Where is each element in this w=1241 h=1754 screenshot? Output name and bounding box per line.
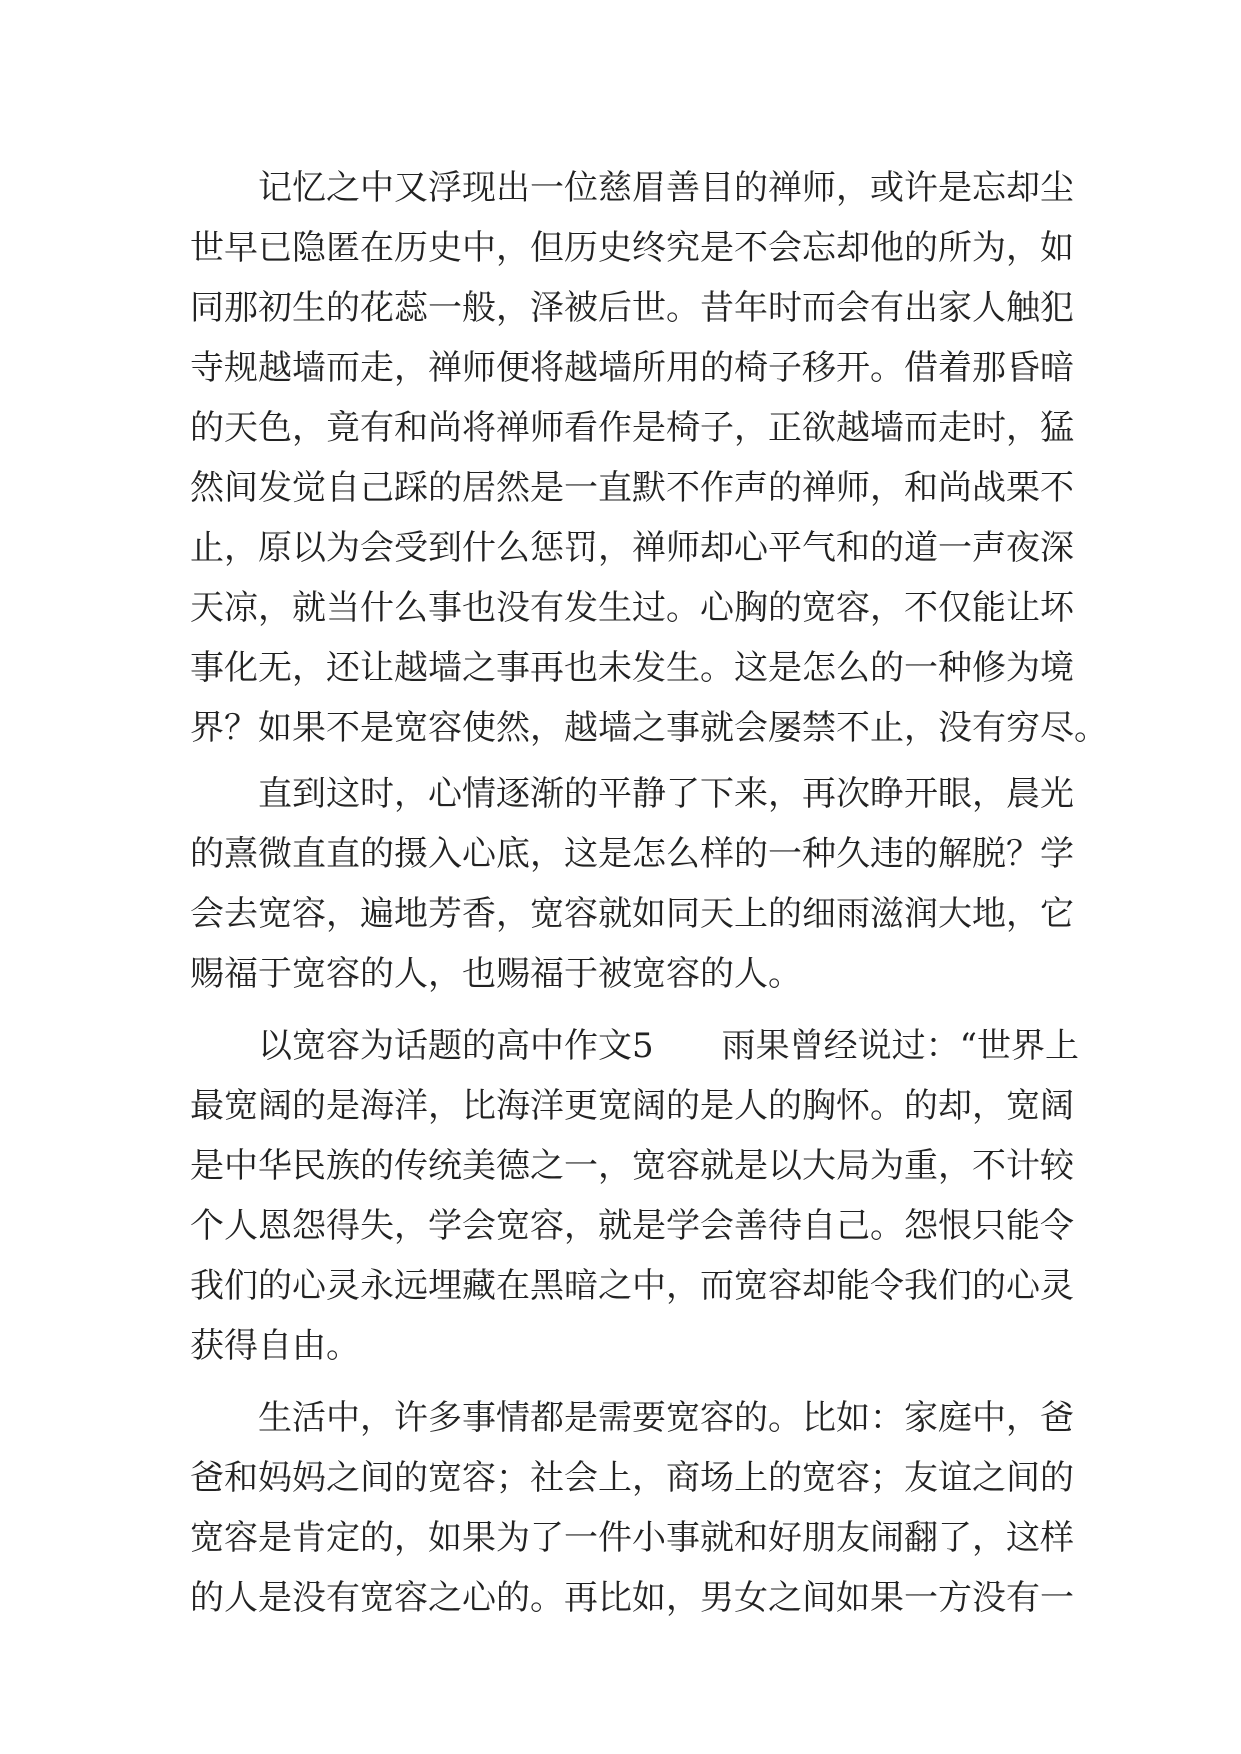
text-line: 的天色，竟有和尚将禅师看作是椅子，正欲越墙而走时，猛	[190, 408, 1074, 448]
text-line: 同那初生的花蕊一般，泽被后世。昔年时而会有出家人触犯	[190, 288, 1074, 328]
paragraph	[190, 764, 1074, 1004]
document-body	[190, 158, 1108, 1628]
text-line: 获得自由。	[190, 1326, 360, 1366]
text-line: 赐福于宽容的人，也赐福于被宽容的人。	[190, 954, 802, 994]
text-line: 事化无，还让越墙之事再也未发生。这是怎么的一种修为境	[190, 648, 1074, 688]
text-line: 的熹微直直的摄入心底，这是怎么样的一种久违的解脱？学	[190, 834, 1074, 874]
text-line: 止，原以为会受到什么惩罚，禅师却心平气和的道一声夜深	[190, 528, 1074, 568]
text-line: 的人是没有宽容之心的。再比如，男女之间如果一方没有一	[190, 1578, 1074, 1618]
text-line: 最宽阔的是海洋，比海洋更宽阔的是人的胸怀。的却，宽阔	[190, 1086, 1074, 1126]
text-line: 会去宽容，遍地芳香，宽容就如同天上的细雨滋润大地，它	[190, 894, 1074, 934]
text-line: 界？如果不是宽容使然，越墙之事就会屡禁不止，没有穷尽。	[190, 708, 1108, 748]
text-line: 以宽容为话题的高中作文5 雨果曾经说过：“世界上	[258, 1026, 1080, 1066]
text-line: 记忆之中又浮现出一位慈眉善目的禅师，或许是忘却尘	[258, 168, 1074, 208]
paragraph	[190, 1016, 1080, 1376]
text-line: 宽容是肯定的，如果为了一件小事就和好朋友闹翻了，这样	[190, 1518, 1074, 1558]
text-line: 然间发觉自己踩的居然是一直默不作声的禅师，和尚战栗不	[190, 468, 1074, 508]
text-line: 爸和妈妈之间的宽容；社会上，商场上的宽容；友谊之间的	[190, 1458, 1074, 1498]
paragraph	[190, 158, 1108, 758]
text-line: 寺规越墙而走，禅师便将越墙所用的椅子移开。借着那昏暗	[190, 348, 1074, 388]
text-line: 是中华民族的传统美德之一，宽容就是以大局为重，不计较	[190, 1146, 1074, 1186]
text-line: 生活中，许多事情都是需要宽容的。比如：家庭中，爸	[258, 1398, 1074, 1438]
text-line: 我们的心灵永远埋藏在黑暗之中，而宽容却能令我们的心灵	[190, 1266, 1074, 1306]
text-line: 世早已隐匿在历史中，但历史终究是不会忘却他的所为，如	[190, 228, 1074, 268]
text-line: 天凉，就当什么事也没有发生过。心胸的宽容，不仅能让坏	[190, 588, 1074, 628]
text-line: 个人恩怨得失，学会宽容，就是学会善待自己。怨恨只能令	[190, 1206, 1074, 1246]
text-line: 直到这时，心情逐渐的平静了下来，再次睁开眼，晨光	[258, 774, 1074, 814]
paragraph	[190, 1388, 1074, 1628]
